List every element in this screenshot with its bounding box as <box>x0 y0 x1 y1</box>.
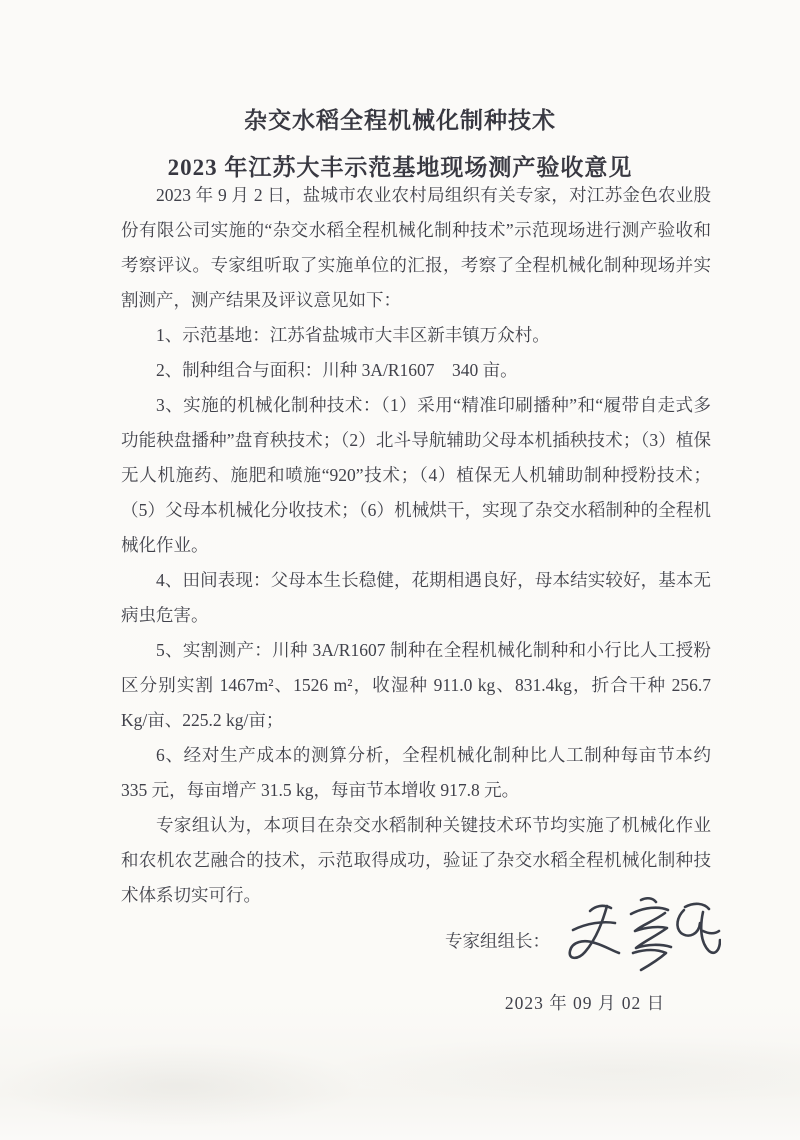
list-item-5: 5、实割测产：川种 3A/R1607 制种在全程机械化制种和小行比人工授粉区分别实割 1467m²、1526 m²，收湿种 911.0 kg、831.4kg，折合干种 256.7 Kg/亩、225.2 kg/亩； <box>121 640 711 730</box>
conclusion-paragraph: 专家组认为，本项目在杂交水稻制种关键技术环节均实施了机械化作业和农机农艺融合的技术，示范取得成功，验证了杂交水稻全程机械化制种技术体系切实可行。 <box>121 815 711 905</box>
signature-row <box>445 928 550 953</box>
list-item-1: 1、示范基地：江苏省盐城市大丰区新丰镇万众村。 <box>156 325 550 345</box>
document-title-line1: 杂交水稻全程机械化制种技术 <box>244 108 556 133</box>
handwritten-signature <box>553 890 721 990</box>
list-item-3: 3、实施的机械化制种技术：（1）采用“精准印刷播种”和“履带自走式多功能秧盘播种”盘育秧技术；（2）北斗导航辅助父母本机插秧技术；（3）植保无人机施药、施肥和喷施“920”技术；（4）植保无人机辅助制种授粉技术；（5）父母本机械化分收技术；（6）机械烘干，实现了杂交水稻制种的全程机械化作业。 <box>121 395 711 555</box>
intro-paragraph: 2023 年 9 月 2 日，盐城市农业农村局组织有关专家，对江苏金色农业股份有限公司实施的“杂交水稻全程机械化制种技术”示范现场进行测产验收和考察评议。专家组听取了实施单位的汇报，考察了全程机械化制种现场并实割测产，测产结果及评议意见如下： <box>121 185 711 310</box>
document-title-line2: 2023 年江苏大丰示范基地现场测产验收意见 <box>167 155 633 180</box>
signature-date: 2023 年 09 月 02 日 <box>504 993 666 1013</box>
list-item-6: 6、经对生产成本的测算分析，全程机械化制种比人工制种每亩节本约 335 元，每亩增产 31.5 kg，每亩节本增收 917.8 元。 <box>121 745 711 800</box>
list-item-4: 4、田间表现：父母本生长稳健，花期相遇良好，母本结实较好，基本无病虫危害。 <box>121 570 711 625</box>
signature-label: 专家组组长： <box>445 931 550 951</box>
list-item-2: 2、制种组合与面积：川种 3A/R1607 340 亩。 <box>156 360 518 380</box>
document-body <box>121 178 711 913</box>
